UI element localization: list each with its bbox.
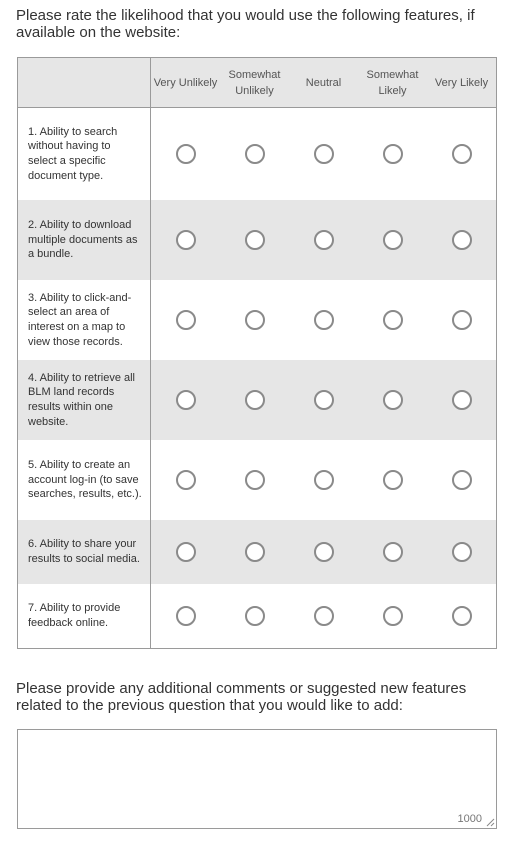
matrix-row-1 [18, 108, 496, 200]
radio-neutral[interactable] [314, 230, 334, 250]
matrix-row-7 [18, 584, 496, 648]
column-header-somewhat-unlikely: Somewhat Unlikely [228, 68, 281, 97]
comments-textarea[interactable] [18, 730, 496, 828]
radio-very-unlikely[interactable] [176, 144, 196, 164]
radio-very-unlikely[interactable] [176, 390, 196, 410]
radio-somewhat-likely[interactable] [383, 542, 403, 562]
radio-somewhat-unlikely[interactable] [245, 310, 265, 330]
radio-neutral[interactable] [314, 144, 334, 164]
radio-neutral[interactable] [314, 542, 334, 562]
comments-question-title: Please provide any additional comments or suggested new features related to the previous question that you would like to add: [16, 680, 467, 714]
radio-somewhat-likely[interactable] [383, 606, 403, 626]
resize-handle-icon[interactable] [485, 817, 495, 827]
radio-somewhat-unlikely[interactable] [245, 390, 265, 410]
row-label: 3. Ability to click-and-select an area of interest on a map to view those records. [18, 280, 151, 360]
matrix-row-6 [18, 520, 496, 584]
radio-very-likely[interactable] [452, 390, 472, 410]
radio-neutral[interactable] [314, 390, 334, 410]
radio-very-likely[interactable] [452, 606, 472, 626]
radio-very-likely[interactable] [452, 470, 472, 490]
radio-neutral[interactable] [314, 606, 334, 626]
radio-very-likely[interactable] [452, 310, 472, 330]
radio-very-unlikely[interactable] [176, 470, 196, 490]
row-label: 5. Ability to create an account log-in (to save searches, results, etc.). [18, 440, 151, 520]
column-header-very-likely: Very Likely [434, 76, 489, 89]
column-header-neutral: Neutral [305, 76, 342, 89]
radio-neutral[interactable] [314, 470, 334, 490]
comments-box [17, 729, 497, 829]
radio-somewhat-likely[interactable] [383, 470, 403, 490]
rating-matrix [17, 57, 497, 649]
question-title: Please rate the likelihood that you would use the following features, if available on the website: [16, 7, 475, 41]
row-label: 7. Ability to provide feedback online. [18, 584, 151, 648]
matrix-row-3 [18, 280, 496, 360]
matrix-row-2 [18, 200, 496, 280]
matrix-corner-cell [18, 58, 151, 107]
matrix-row-5 [18, 440, 496, 520]
column-header-very-unlikely: Very Unlikely [153, 76, 218, 89]
radio-neutral[interactable] [314, 310, 334, 330]
radio-very-unlikely[interactable] [176, 606, 196, 626]
radio-somewhat-unlikely[interactable] [245, 542, 265, 562]
character-count: 1000 [457, 813, 482, 825]
radio-very-likely[interactable] [452, 144, 472, 164]
radio-somewhat-likely[interactable] [383, 230, 403, 250]
radio-somewhat-unlikely[interactable] [245, 606, 265, 626]
matrix-row-4 [18, 360, 496, 440]
radio-very-likely[interactable] [452, 230, 472, 250]
row-label: 4. Ability to retrieve all BLM land records results within one website. [18, 360, 151, 440]
radio-very-likely[interactable] [452, 542, 472, 562]
radio-very-unlikely[interactable] [176, 310, 196, 330]
radio-somewhat-likely[interactable] [383, 390, 403, 410]
radio-somewhat-likely[interactable] [383, 144, 403, 164]
radio-very-unlikely[interactable] [176, 230, 196, 250]
column-header-somewhat-likely: Somewhat Likely [366, 68, 419, 97]
radio-somewhat-unlikely[interactable] [245, 144, 265, 164]
row-label: 6. Ability to share your results to social media. [18, 520, 151, 584]
radio-very-unlikely[interactable] [176, 542, 196, 562]
row-label: 2. Ability to download multiple documents as a bundle. [18, 200, 151, 280]
radio-somewhat-likely[interactable] [383, 310, 403, 330]
radio-somewhat-unlikely[interactable] [245, 470, 265, 490]
row-label: 1. Ability to search without having to select a specific document type. [18, 108, 151, 200]
radio-somewhat-unlikely[interactable] [245, 230, 265, 250]
matrix-header [18, 58, 496, 108]
